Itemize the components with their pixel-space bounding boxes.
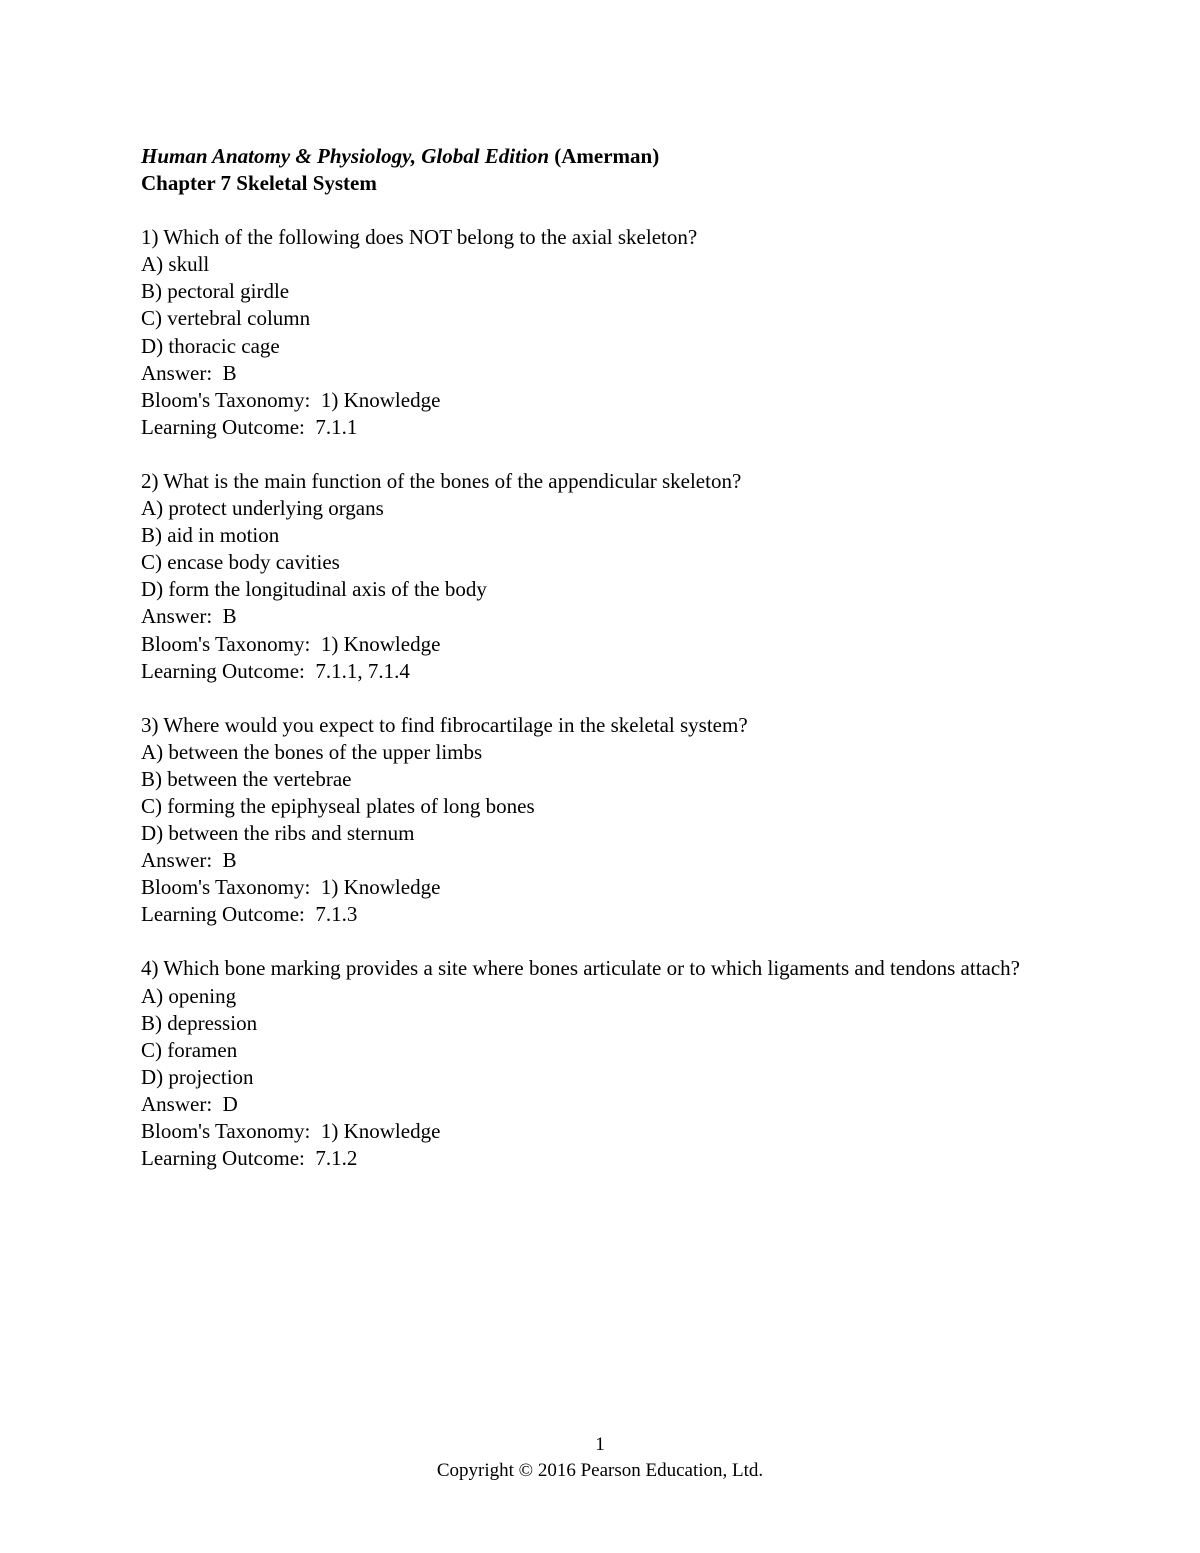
answer: Answer: B	[141, 360, 237, 385]
option-c: C) vertebral column	[141, 306, 311, 331]
question-2	[141, 468, 1081, 685]
learning-outcome: Learning Outcome: 7.1.2	[141, 1146, 358, 1171]
question-1	[141, 224, 1081, 441]
option-d: D) form the longitudinal axis of the body	[141, 577, 487, 602]
option-d: D) thoracic cage	[141, 333, 280, 358]
blooms-taxonomy: Bloom's Taxonomy: 1) Knowledge	[141, 1119, 441, 1143]
option-b: B) between the vertebrae	[141, 766, 352, 791]
option-b: B) pectoral girdle	[141, 279, 290, 304]
option-b: B) aid in motion	[141, 523, 280, 548]
option-a: A) between the bones of the upper limbs	[141, 739, 483, 764]
question-stem: 1) Which of the following does NOT belong to the axial skeleton?	[141, 225, 698, 250]
blooms-taxonomy: Bloom's Taxonomy: 1) Knowledge	[141, 875, 441, 900]
learning-outcome: Learning Outcome: 7.1.1	[141, 414, 358, 439]
question-stem: 2) What is the main function of the bones of the appendicular skeleton?	[141, 468, 742, 493]
question-stem: 3) Where would you expect to find fibrocartilage in the skeletal system?	[141, 712, 748, 737]
question-4	[141, 955, 1081, 1172]
page-number: 1	[595, 1434, 605, 1455]
book-title-line	[141, 143, 1081, 170]
option-d: D) between the ribs and sternum	[141, 821, 415, 846]
answer: Answer: B	[141, 848, 237, 873]
chapter-title: Chapter 7 Skeletal System	[141, 171, 377, 196]
option-c: C) forming the epiphyseal plates of long bones	[141, 793, 535, 818]
page-content	[141, 143, 1081, 1172]
copyright-notice: Copyright © 2016 Pearson Education, Ltd.	[436, 1460, 764, 1481]
answer: Answer: D	[141, 1091, 238, 1116]
question-stem: 4) Which bone marking provides a site where bones articulate or to which ligaments and tendons attach?	[141, 956, 1021, 981]
book-author: (Amerman)	[549, 144, 660, 168]
answer: Answer: B	[141, 604, 237, 629]
book-title: Human Anatomy & Physiology, Global Edition	[141, 144, 549, 168]
learning-outcome: Learning Outcome: 7.1.1, 7.1.4	[141, 658, 410, 683]
option-c: C) foramen	[141, 1037, 238, 1062]
option-a: A) protect underlying organs	[141, 496, 384, 521]
learning-outcome: Learning Outcome: 7.1.3	[141, 902, 358, 927]
option-c: C) encase body cavities	[141, 550, 340, 575]
option-a: A) skull	[141, 252, 210, 277]
blooms-taxonomy: Bloom's Taxonomy: 1) Knowledge	[141, 631, 441, 656]
option-b: B) depression	[141, 1010, 258, 1035]
option-a: A) opening	[141, 983, 237, 1008]
option-d: D) projection	[141, 1064, 254, 1089]
blooms-taxonomy: Bloom's Taxonomy: 1) Knowledge	[141, 387, 441, 412]
question-3	[141, 712, 1081, 929]
